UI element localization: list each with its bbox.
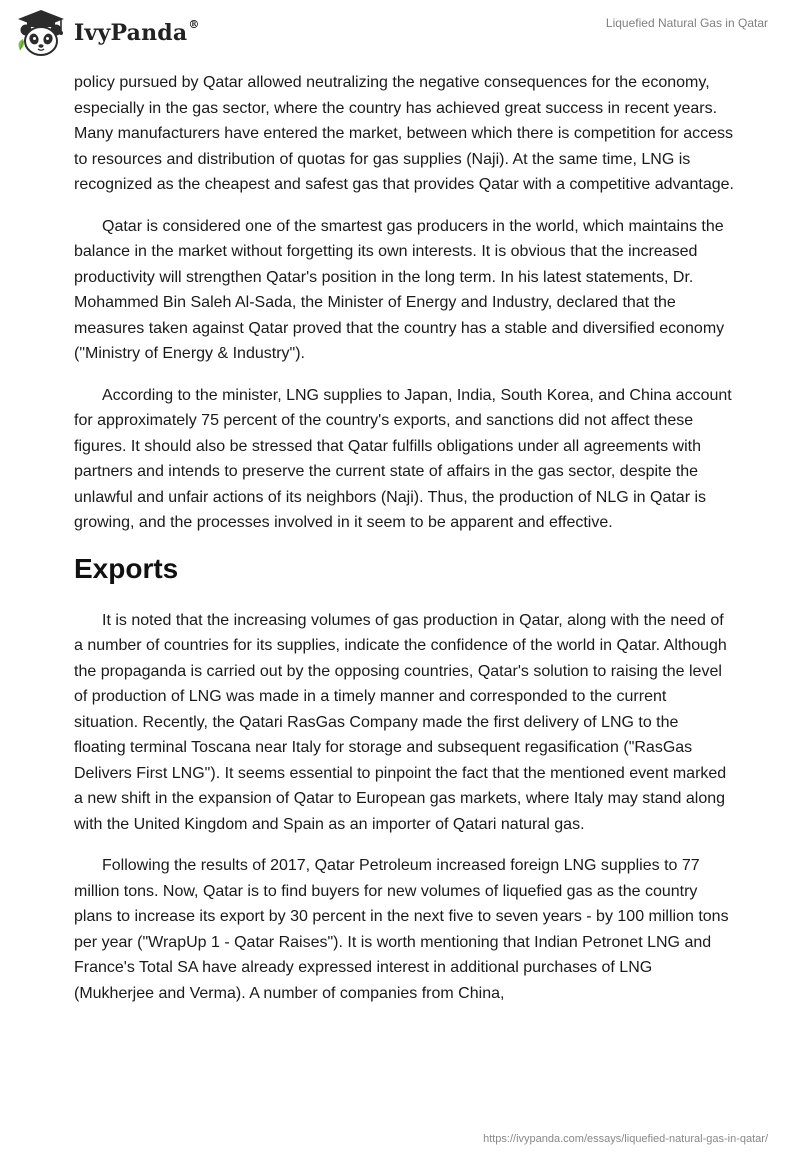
document-title: Liquefied Natural Gas in Qatar: [605, 16, 768, 30]
ivypanda-logo[interactable]: [14, 8, 200, 58]
essay-body: [74, 70, 734, 1022]
source-url-link[interactable]: https://ivypanda.com/essays/liquefied-natural-gas-in-qatar/: [483, 1133, 768, 1145]
paragraph: Following the results of 2017, Qatar Petroleum increased foreign LNG supplies to 77 million tons. Now, Qatar is to find buyers for new volumes of liquefied gas as the country plans to increase its export by 30 percent in the next five to seven years - by 100 million tons per year ("WrapUp 1 - Qatar Raises"). It is worth mentioning that Indian Petronet LNG and France's Total SA have already expressed interest in additional purchases of LNG (Mukherjee and Verma). A number of companies from China,: [74, 857, 729, 1002]
paragraph: It is noted that the increasing volumes of gas production in Qatar, along with the need of a number of countries for its supplies, indicate the confidence of the world in Qatar. Although the propaganda is carried out by the opposing countries, Qatar's solution to raising the level of production of LNG was made in a timely manner and corresponded to the current situation. Recently, the Qatari RasGas Company made the first delivery of LNG to the floating terminal Toscana near Italy for storage and subsequent regasification ("RasGas Delivers First LNG"). It seems essential to pinpoint the fact that the mentioned event marked a new shift in the expansion of Qatar to European gas markets, where Italy may stand along with the United Kingdom and Spain as an importer of Qatari natural gas.: [74, 611, 727, 833]
paragraph: According to the minister, LNG supplies to Japan, India, South Korea, and China account for approximately 75 percent of the country's exports, and sanctions did not affect these figures. It should also be stressed that Qatar fulfills obligations under all agreements with partners and intends to preserve the current state of affairs in the gas sector, despite the unlawful and unfair actions of its neighbors (Naji). Thus, the production of NLG in Qatar is growing, and the processes involved in it seem to be apparent and effective.: [74, 386, 732, 531]
panda-mascot-icon: [14, 8, 68, 58]
paragraph: Qatar is considered one of the smartest gas producers in the world, which maintains the balance in the market without forgetting its own interests. It is obvious that the increased productivity will strengthen Qatar's position in the long term. In his latest statements, Dr. Mohammed Bin Saleh Al-Sada, the Minister of Energy and Industry, declared that the measures taken against Qatar proved that the country has a stable and diversified economy ("Ministry of Energy & Industry").: [74, 217, 725, 362]
page-header: [0, 0, 800, 64]
section-heading-exports: Exports: [74, 552, 179, 584]
brand-name: IvyPanda®: [74, 17, 200, 46]
paragraph: policy pursued by Qatar allowed neutralizing the negative consequences for the economy, especially in the gas sector, where the country has achieved great success in recent years. Many manufacturers have entered the market, between which there is competition for access to resources and distribution of quotas for gas supplies (Naji). At the same time, LNG is recognized as the cheapest and safest gas that provides Qatar with a competitive advantage.: [74, 74, 734, 193]
registered-mark: ®: [188, 17, 200, 31]
